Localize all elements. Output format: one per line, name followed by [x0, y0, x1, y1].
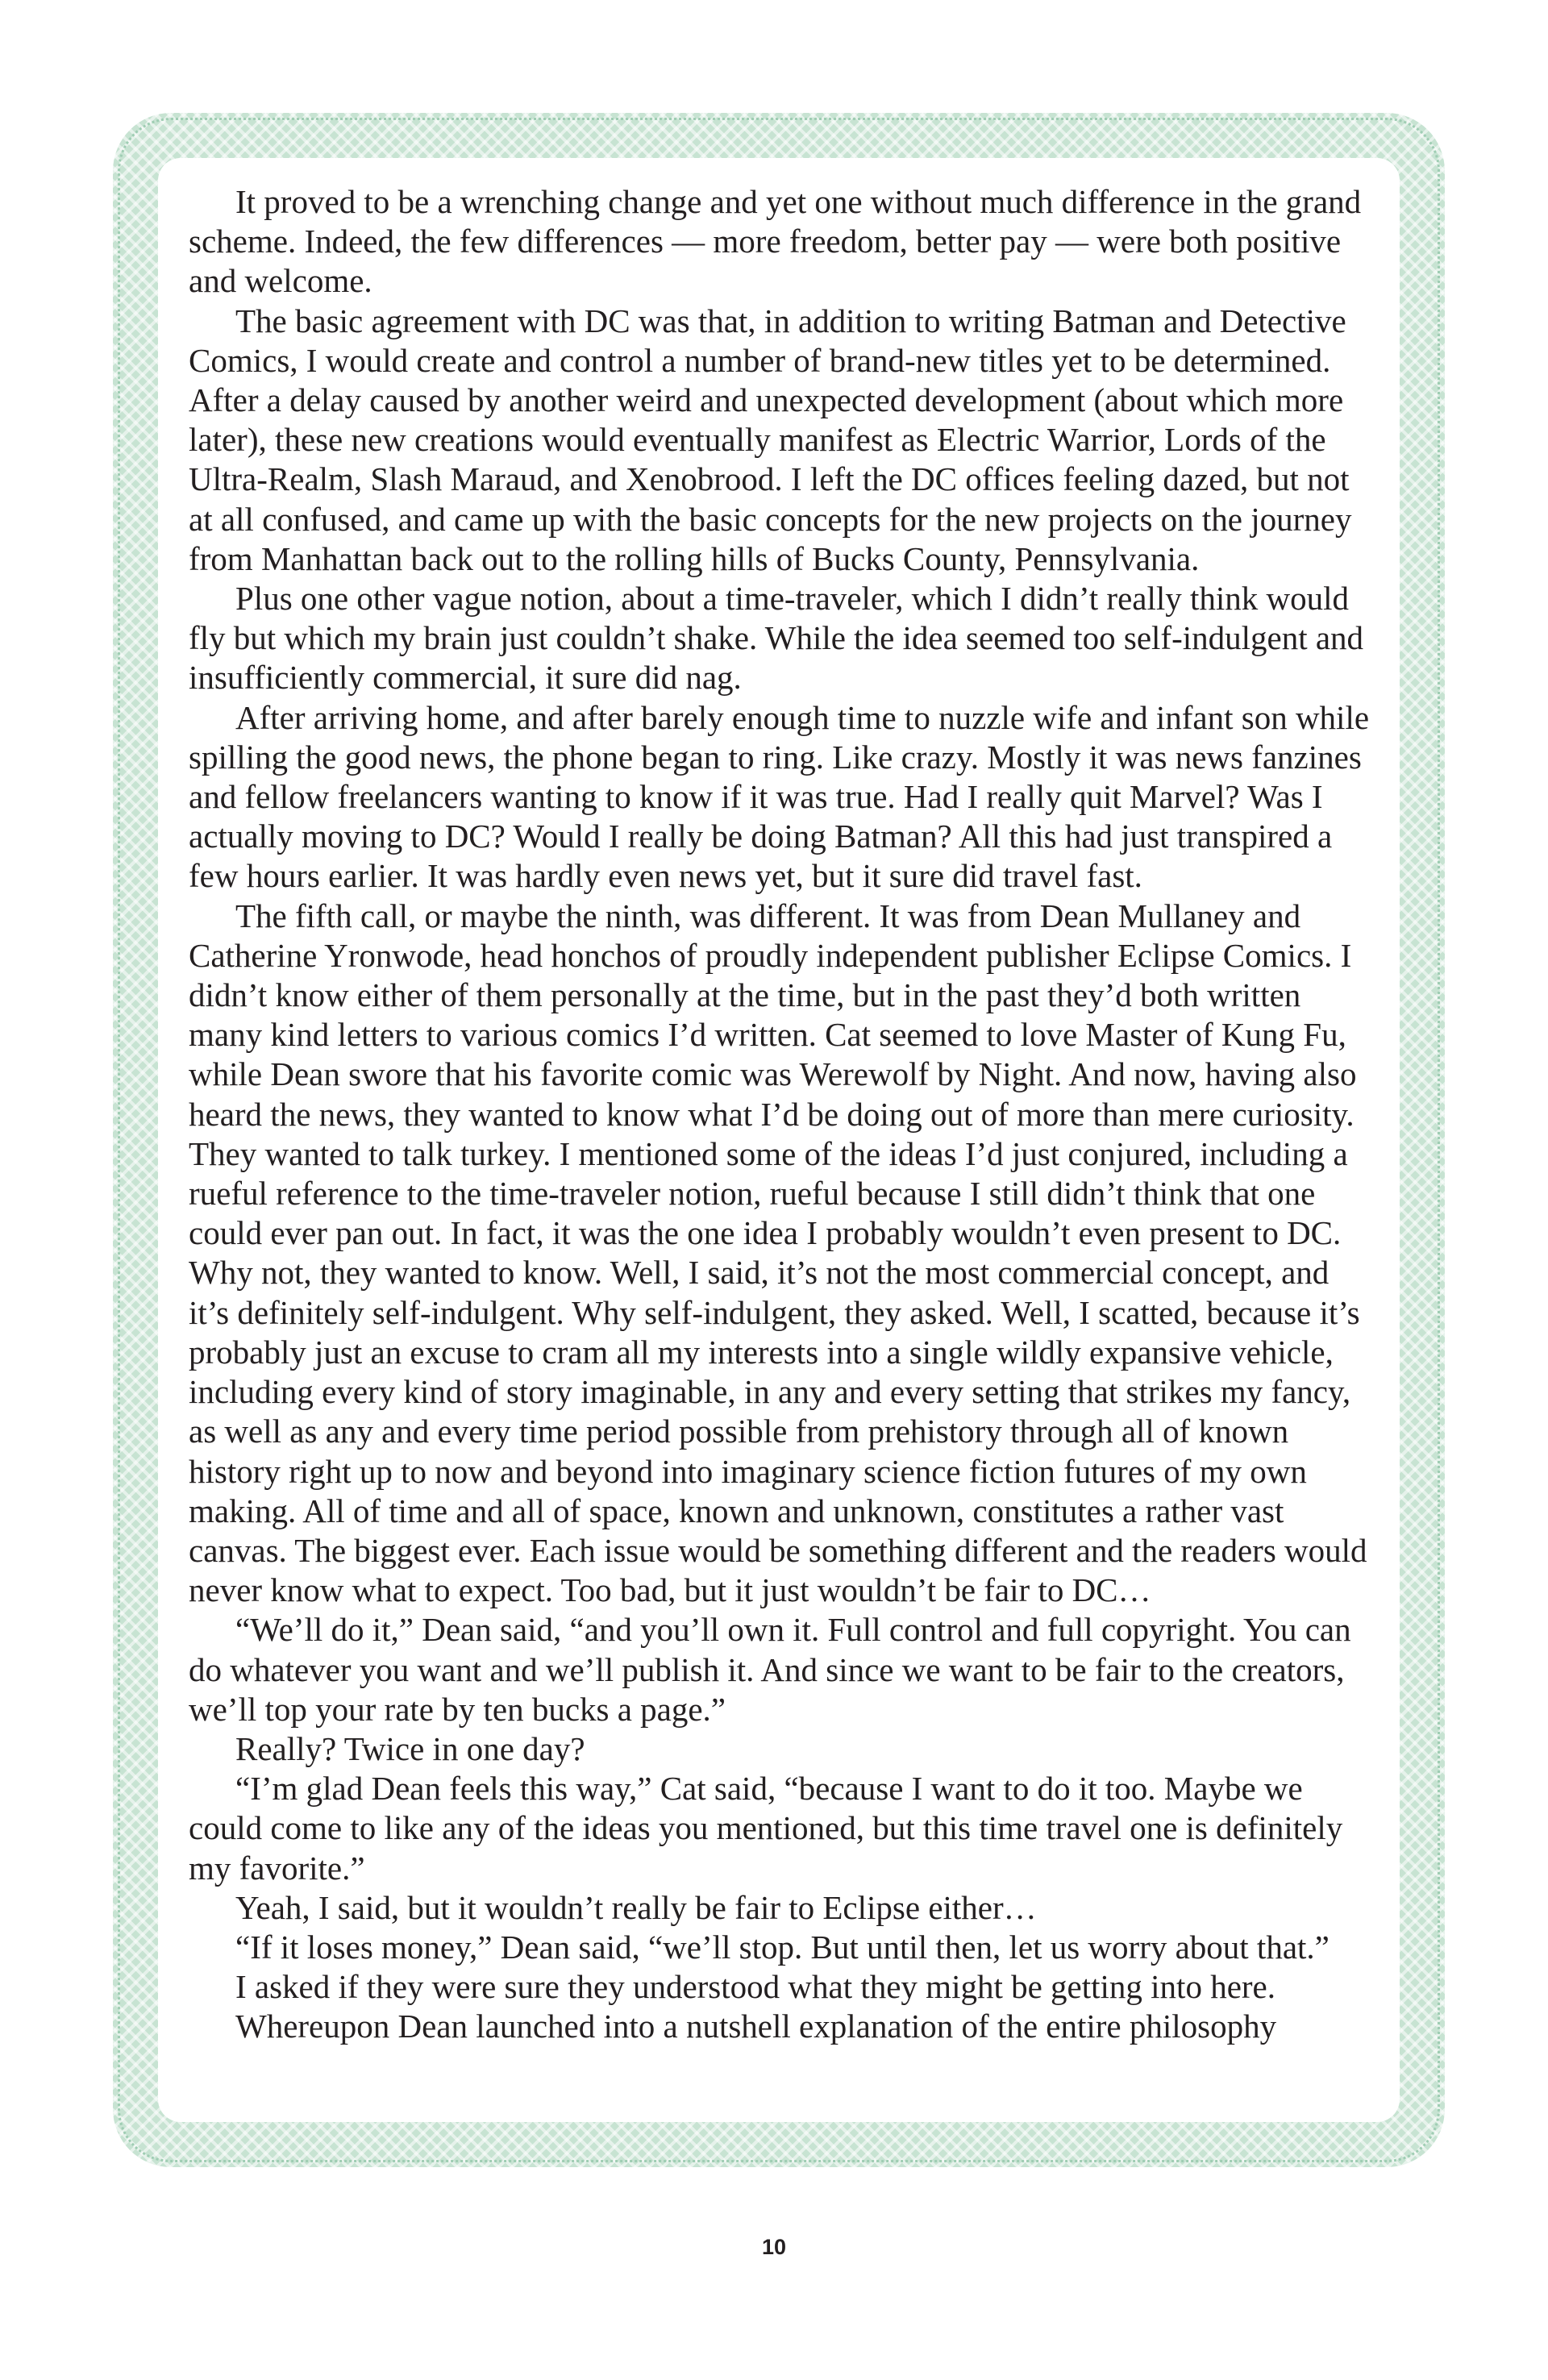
paragraph: “We’ll do it,” Dean said, “and you’ll own it. Full control and full copyright. You can do whatever you want and we’ll publish it. And since we want to be fair to the creators, we’ll top your rate by ten bucks a page.”	[189, 1611, 1351, 1728]
paragraph: It proved to be a wrenching change and yet one without much difference in the grand scheme. Indeed, the few differences — more freedom, better pay — were both positive and welcome.	[189, 183, 1362, 300]
paragraph: Whereupon Dean launched into a nutshell explanation of the entire philosophy	[235, 2008, 1277, 2045]
paragraph: The basic agreement with DC was that, in addition to writing Batman and Detective Comics, I would create and control a number of brand-new titles yet to be determined. After a delay caused by another weird and unexpected development (about which more later), these new creations would eventually manifest as Electric Warrior, Lords of the Ultra-Realm, Slash Maraud, and Xenobrood. I left the DC offices feeling dazed, but not at all confused, and came up with the basic concepts for the new projects on the journey from Manhattan back out to the rolling hills of Bucks County, Pennsylvania.	[189, 302, 1352, 577]
paragraph: “I’m glad Dean feels this way,” Cat said, “because I want to do it too. Maybe we could come to like any of the ideas you mentioned, but this time travel one is definitely my favorite.”	[189, 1770, 1343, 1887]
paragraph: Really? Twice in one day?	[235, 1729, 585, 1767]
paragraph: Plus one other vague notion, about a time-traveler, which I didn’t really think would fly but which my brain just couldn’t shake. While the idea seemed too self-indulgent and insufficiently commercial, it sure did nag.	[189, 580, 1364, 697]
paragraph: Yeah, I said, but it wouldn’t really be fair to Eclipse either…	[235, 1888, 1037, 1926]
body-text	[189, 182, 1374, 2047]
paragraph: “If it loses money,” Dean said, “we’ll stop. But until then, let us worry about that.”	[235, 1928, 1330, 1966]
paragraph: I asked if they were sure they understood what they might be getting into here.	[235, 1968, 1275, 2006]
page-number: 10	[761, 2235, 787, 2259]
paragraph: The fifth call, or maybe the ninth, was different. It was from Dean Mullaney and Catherine Yronwode, head honchos of proudly independent publisher Eclipse Comics. I didn’t know either of them personally at the time, but in the past they’d both written many kind letters to various comics I’d written. Cat seemed to love Master of Kung Fu, while Dean swore that his favorite comic was Werewolf by Night. And now, having also heard the news, they wanted to know what I’d be doing out of more than mere curiosity. They wanted to talk turkey. I mentioned some of the ideas I’d just conjured, including a rueful reference to the time-traveler notion, rueful because I still didn’t think that one could ever pan out. In fact, it was the one idea I probably wouldn’t even present to DC. Why not, they wanted to know. Well, I said, it’s not the most commercial concept, and it’s definitely self-indulgent. Why self-indulgent, they asked. Well, I scatted, because it’s probably just an excuse to cram all my interests into a single wildly expansive vehicle, including every kind of story imaginable, in any and every setting that strikes my fancy, as well as any and every time period possible from prehistory through all of known history right up to now and beyond into imaginary science fiction futures of my own making. All of time and all of space, known and unknown, constitutes a rather vast canvas. The biggest ever. Each issue would be something different and the readers would never know what to expect. Too bad, but it just wouldn’t be fair to DC…	[189, 897, 1367, 1609]
paragraph: After arriving home, and after barely enough time to nuzzle wife and infant son while spilling the good news, the phone began to ring. Like crazy. Mostly it was news fanzines and fellow freelancers wanting to know if it was true. Had I really quit Marvel? Was I actually moving to DC? Would I really be doing Batman? All this had just transpired a few hours earlier. It was hardly even news yet, but it sure did travel fast.	[189, 698, 1370, 895]
